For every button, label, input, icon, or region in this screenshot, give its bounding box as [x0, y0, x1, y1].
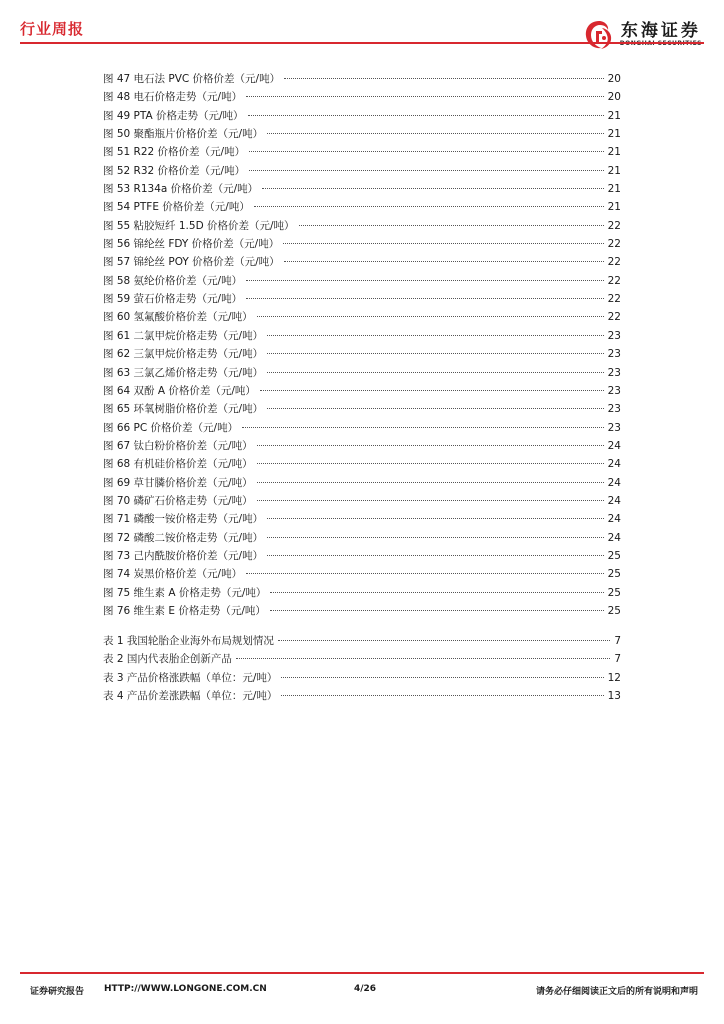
toc-figure-entry-title: 图 58 氨纶价格价差（元/吨）	[103, 274, 243, 287]
toc-figure-entry-title: 图 67 钛白粉价格价差（元/吨）	[103, 439, 253, 452]
toc-figure-entry-page-number: 21	[607, 164, 621, 177]
dot-leader	[299, 225, 604, 226]
toc-figure-entry-page-number: 20	[607, 91, 621, 104]
footer-divider	[20, 972, 704, 974]
toc-table-entry[interactable]	[103, 687, 621, 705]
toc-figure-entry-page-number: 22	[607, 311, 621, 324]
toc-figure-entry-page-number: 23	[607, 384, 621, 397]
dragon-logo-icon	[582, 18, 616, 52]
toc-figure-entry[interactable]	[103, 290, 621, 308]
toc-figure-entry[interactable]	[103, 584, 621, 602]
dot-leader	[257, 500, 604, 501]
toc-table-entry[interactable]	[103, 650, 621, 668]
dot-leader	[281, 695, 603, 696]
dot-leader	[267, 537, 604, 538]
toc-table-entry-title: 表 3 产品价格涨跌幅（单位：元/吨）	[103, 671, 278, 684]
toc-figure-entry[interactable]	[103, 308, 621, 326]
toc-figure-entry[interactable]	[103, 217, 621, 235]
toc-figure-entry[interactable]	[103, 437, 621, 455]
toc-figure-entry[interactable]	[103, 400, 621, 418]
toc-figure-entry-title: 图 69 草甘膦价格价差（元/吨）	[103, 476, 253, 489]
dot-leader	[246, 280, 604, 281]
toc-figure-entry-title: 图 73 己内酰胺价格价差（元/吨）	[103, 549, 264, 562]
toc-figure-entry-page-number: 24	[607, 439, 621, 452]
company-logo	[582, 18, 702, 52]
toc-figure-entry-page-number: 22	[607, 238, 621, 251]
toc-figure-entry-page-number: 24	[607, 513, 621, 526]
toc-figure-entry[interactable]	[103, 253, 621, 271]
toc-figure-entry-page-number: 24	[607, 531, 621, 544]
toc-table-entry[interactable]	[103, 632, 621, 650]
toc-table-entry-title: 表 4 产品价差涨跌幅（单位：元/吨）	[103, 690, 278, 703]
toc-figure-entry[interactable]	[103, 455, 621, 473]
toc-figure-entry[interactable]	[103, 125, 621, 143]
toc-figure-entry[interactable]	[103, 510, 621, 528]
toc-figure-entry-title: 图 49 PTA 价格走势（元/吨）	[103, 109, 244, 122]
dot-leader	[249, 170, 604, 171]
toc-figure-entry-title: 图 52 R32 价格价差（元/吨）	[103, 164, 246, 177]
toc-figure-entry-title: 图 47 电石法 PVC 价格价差（元/吨）	[103, 73, 281, 85]
toc-figure-entry[interactable]	[103, 364, 621, 382]
toc-table-entry-page-number: 12	[607, 671, 621, 684]
toc-figure-entry-page-number: 25	[607, 586, 621, 599]
toc-figure-entry-page-number: 23	[607, 348, 621, 361]
table-list	[103, 632, 621, 705]
dot-leader	[278, 640, 610, 641]
dot-leader	[257, 445, 604, 446]
toc-figure-entry-title: 图 55 粘胶短纤 1.5D 价格价差（元/吨）	[103, 219, 295, 232]
dot-leader	[267, 335, 604, 336]
toc-figure-entry[interactable]	[103, 382, 621, 400]
toc-figure-entry-page-number: 22	[607, 293, 621, 306]
toc-figure-entry-title: 图 63 三氯乙烯价格走势（元/吨）	[103, 366, 264, 379]
toc-figure-entry-page-number: 23	[607, 366, 621, 379]
dot-leader	[284, 261, 604, 262]
toc-figure-entry[interactable]	[103, 474, 621, 492]
toc-figure-entry-title: 图 74 炭黑价格价差（元/吨）	[103, 568, 243, 581]
toc-figure-entry-page-number: 20	[607, 73, 621, 85]
toc-figure-entry-title: 图 64 双酚 A 价格价差（元/吨）	[103, 384, 256, 397]
toc-figure-entry-page-number: 21	[607, 128, 621, 141]
toc-figure-entry-title: 图 76 维生素 E 价格走势（元/吨）	[103, 604, 266, 617]
dot-leader	[267, 353, 604, 354]
toc-figure-entry-page-number: 24	[607, 494, 621, 507]
toc-figure-entry-title: 图 62 三氯甲烷价格走势（元/吨）	[103, 348, 264, 361]
toc-figure-entry-title: 图 72 磷酸二铵价格走势（元/吨）	[103, 531, 264, 544]
dot-leader	[281, 677, 603, 678]
toc-table-entry-title: 表 1 我国轮胎企业海外布局规划情况	[103, 635, 274, 647]
toc-figure-entry-page-number: 24	[607, 458, 621, 471]
toc-figure-entry[interactable]	[103, 70, 621, 88]
toc-figure-entry[interactable]	[103, 327, 621, 345]
header-divider	[20, 42, 704, 44]
toc-figure-entry[interactable]	[103, 143, 621, 161]
toc-figure-entry-title: 图 65 环氧树脂价格价差（元/吨）	[103, 403, 264, 416]
toc-figure-entry[interactable]	[103, 602, 621, 620]
dot-leader	[242, 427, 604, 428]
dot-leader	[236, 658, 610, 659]
toc-figure-entry-page-number: 21	[607, 146, 621, 159]
logo-chinese-name: 东海证券	[620, 21, 701, 41]
report-type-tag: 行业周报	[20, 20, 85, 38]
toc-figure-entry[interactable]	[103, 419, 621, 437]
figure-list	[103, 70, 621, 620]
footer-page-number: 4/26	[354, 984, 377, 994]
toc-figure-entry[interactable]	[103, 547, 621, 565]
toc-figure-entry-page-number: 21	[607, 109, 621, 122]
dot-leader	[257, 463, 604, 464]
dot-leader	[246, 96, 604, 97]
toc-figure-entry-page-number: 23	[607, 421, 621, 434]
footer-website-link[interactable]: HTTP://WWW.LONGONE.COM.CN	[104, 984, 267, 994]
toc-figure-entry[interactable]	[103, 88, 621, 106]
toc-figure-entry-title: 图 66 PC 价格价差（元/吨）	[103, 421, 239, 434]
dot-leader	[260, 390, 604, 391]
dot-leader	[257, 482, 604, 483]
toc-figure-entry[interactable]	[103, 345, 621, 363]
toc-figure-entry-title: 图 53 R134a 价格价差（元/吨）	[103, 183, 259, 196]
toc-figure-entry-title: 图 48 电石价格走势（元/吨）	[103, 91, 243, 104]
toc-figure-entry-title: 图 51 R22 价格价差（元/吨）	[103, 146, 246, 159]
toc-figure-entry[interactable]	[103, 565, 621, 583]
toc-figure-entry-title: 图 57 锦纶丝 POY 价格价差（元/吨）	[103, 256, 280, 269]
dot-leader	[267, 555, 604, 556]
toc-figure-entry-page-number: 21	[607, 201, 621, 214]
dot-leader	[267, 518, 604, 519]
toc-figure-entry-page-number: 25	[607, 568, 621, 581]
toc-table-entry-title: 表 2 国内代表胎企创新产品	[103, 653, 232, 666]
toc-figure-entry-title: 图 50 聚酯瓶片价格价差（元/吨）	[103, 128, 264, 141]
dot-leader	[267, 372, 604, 373]
dot-leader	[270, 610, 604, 611]
toc-figure-entry[interactable]	[103, 180, 621, 198]
toc-figure-entry-page-number: 23	[607, 403, 621, 416]
toc-figure-entry-page-number: 24	[607, 476, 621, 489]
footer-disclaimer: 请务必仔细阅读正文后的所有说明和声明	[535, 987, 698, 997]
toc-figure-entry-title: 图 56 锦纶丝 FDY 价格价差（元/吨）	[103, 238, 280, 251]
toc-table-entry-page-number: 7	[614, 653, 621, 666]
toc-figure-entry-title: 图 70 磷矿石价格走势（元/吨）	[103, 494, 253, 507]
toc-table-entry-page-number: 7	[614, 635, 621, 647]
toc-figure-entry[interactable]	[103, 492, 621, 510]
toc-figure-entry[interactable]	[103, 107, 621, 125]
toc-figure-entry[interactable]	[103, 272, 621, 290]
toc-figure-entry-page-number: 25	[607, 604, 621, 617]
toc-figure-entry-page-number: 22	[607, 219, 621, 232]
toc-figure-entry-title: 图 54 PTFE 价格价差（元/吨）	[103, 201, 250, 214]
toc-table-entry[interactable]	[103, 669, 621, 687]
dot-leader	[267, 408, 604, 409]
dot-leader	[254, 206, 604, 207]
dot-leader	[246, 573, 604, 574]
toc-figure-entry-title: 图 75 维生素 A 价格走势（元/吨）	[103, 586, 267, 599]
dot-leader	[249, 151, 604, 152]
toc-figure-entry-page-number: 22	[607, 256, 621, 269]
dot-leader	[284, 78, 604, 79]
toc-figure-entry-title: 图 59 萤石价格走势（元/吨）	[103, 293, 243, 306]
toc-figure-entry-page-number: 21	[607, 183, 621, 196]
dot-leader	[262, 188, 603, 189]
dot-leader	[283, 243, 603, 244]
toc-figure-entry[interactable]	[103, 198, 621, 216]
toc-figure-entry[interactable]	[103, 529, 621, 547]
toc-table-entry-page-number: 13	[607, 690, 621, 703]
toc-figure-entry-title: 图 68 有机硅价格价差（元/吨）	[103, 458, 253, 471]
toc-figure-entry-page-number: 22	[607, 274, 621, 287]
toc-figure-entry-page-number: 25	[607, 549, 621, 562]
dot-leader	[270, 592, 603, 593]
dot-leader	[257, 316, 604, 317]
toc-figure-entry-title: 图 60 氢氟酸价格价差（元/吨）	[103, 311, 253, 324]
dot-leader	[267, 133, 604, 134]
toc-figure-entry-title: 图 71 磷酸一铵价格走势（元/吨）	[103, 513, 264, 526]
toc-figure-entry-page-number: 23	[607, 329, 621, 342]
toc-figure-entry[interactable]	[103, 235, 621, 253]
footer-report-label: 证券研究报告	[30, 987, 85, 997]
dot-leader	[248, 115, 604, 116]
dot-leader	[246, 298, 604, 299]
toc-figure-entry[interactable]	[103, 162, 621, 180]
toc-figure-entry-title: 图 61 二氯甲烷价格走势（元/吨）	[103, 329, 264, 342]
